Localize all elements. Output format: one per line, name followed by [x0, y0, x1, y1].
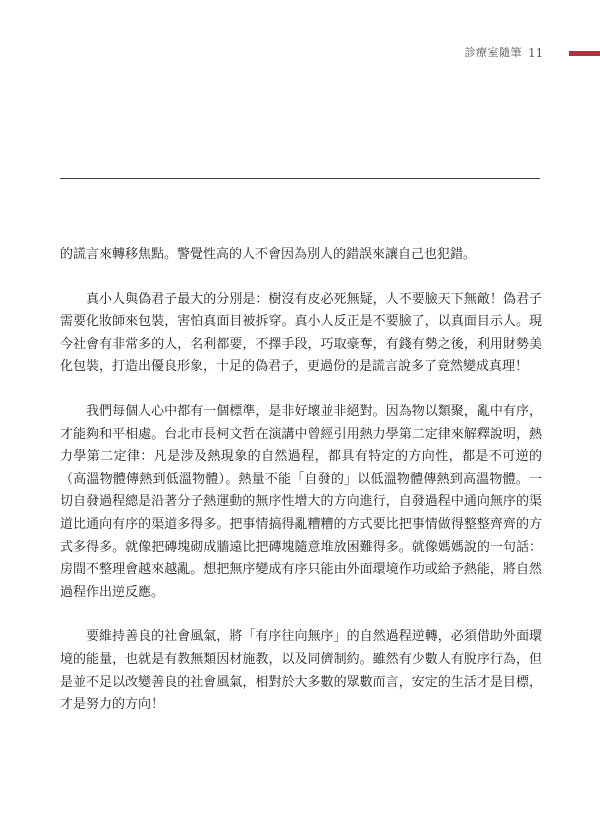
paragraph-3: 我們每個人心中都有一個標準，是非好壞並非絕對。因為物以類聚，亂中有序，才能夠和平相處。台北市長柯文哲在演講中曾經引用熱力學第二定律來解釋說明，熱力學第二定律：凡是涉及熱現象的自然過程，都具有特定的方向性，都是不可逆的（高溫物體傳熱到低溫物體）。熱量不能「自發的」以低溫物體傳熱到高溫物體。一切自發過程總是沿著分子熱運動的無序性增大的方向進行，自發過程中通向無序的渠道比通向有序的渠道多得多。把事情搞得亂糟糟的方式要比把事情做得整整齊齊的方式多得多。就像把磚塊砌成牆遠比把磚塊隨意堆放困難得多。就像媽媽說的一句話：房間不整理會越來越亂。想把無序變成有序只能由外面環境作功或給予熱能，將自然過程作出逆反應。	[60, 403, 542, 600]
running-title: 診療室隨筆	[464, 46, 522, 59]
paragraph-1: 的謊言來轉移焦點。警覺性高的人不會因為別人的錯誤來讓自己也犯錯。	[60, 247, 477, 262]
page-number: 11	[528, 46, 544, 60]
body-text	[60, 244, 542, 739]
paragraph-4: 要維持善良的社會風氣，將「有序往向無序」的自然過程逆轉，必須借助外面環境的能量，也就是有教無類因材施教，以及同儕制約。雖然有少數人有脫序行為，但是並不足以改變善良的社會風氣，相對於大多數的眾數而言，安定的生活才是目標，才是努力的方向！	[60, 629, 542, 713]
paragraph-2: 真小人與偽君子最大的分別是：樹沒有皮必死無疑，人不要臉天下無敵！偽君子需要化妝師來包裝，害怕真面目被拆穿。真小人反正是不要臉了，以真面目示人。現今社會有非常多的人，名利都要，不擇手段，巧取豪奪，有錢有勢之後，利用財勢美化包裝，打造出優良形象，十足的偽君子，更過份的是謊言說多了竟然變成真理！	[60, 291, 542, 375]
page-header	[0, 45, 600, 61]
section-divider	[60, 178, 540, 179]
accent-bar	[569, 51, 600, 56]
